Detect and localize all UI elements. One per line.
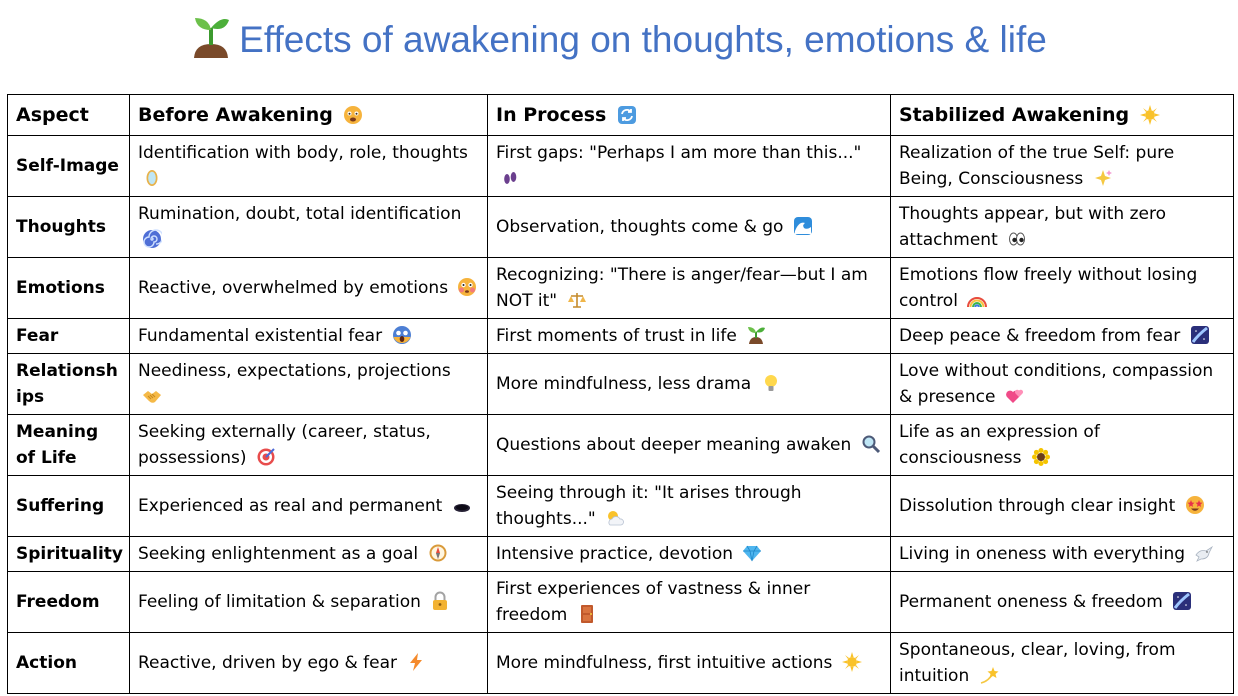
footprints-icon <box>500 168 520 188</box>
stable-text: Life as an expression of consciousness <box>899 422 1100 468</box>
table-header-row <box>8 95 1234 136</box>
seedling-icon <box>746 325 766 345</box>
milky-way-icon <box>1172 591 1192 611</box>
cell-aspect <box>8 354 130 415</box>
aspect-label: Emotions <box>16 278 105 298</box>
cell-process <box>488 633 891 694</box>
process-text: First experiences of vastness & inner freedom <box>496 579 811 625</box>
cell-process <box>488 415 891 476</box>
cell-before <box>130 537 488 572</box>
aspect-label: Thoughts <box>16 217 106 237</box>
header-before: Before Awakening <box>130 95 488 136</box>
before-text: Experienced as real and permanent <box>138 496 443 516</box>
header-aspect: Aspect <box>8 95 130 136</box>
cell-process <box>488 136 891 197</box>
gem-icon <box>742 543 762 563</box>
table-row <box>8 415 1234 476</box>
table-row <box>8 572 1234 633</box>
sun-icon <box>1140 105 1160 125</box>
lightning-icon <box>406 652 426 672</box>
before-text: Neediness, expectations, projections <box>138 361 451 381</box>
sunflower-icon <box>1031 447 1051 467</box>
door-icon <box>577 604 597 624</box>
star-struck-icon <box>1185 495 1205 515</box>
cell-process <box>488 258 891 319</box>
process-text: Intensive practice, devotion <box>496 544 734 564</box>
before-text: Reactive, overwhelmed by emotions <box>138 278 449 298</box>
cell-before <box>130 354 488 415</box>
cell-before <box>130 319 488 354</box>
cyclone-icon <box>142 229 162 249</box>
table-row <box>8 319 1234 354</box>
cell-aspect <box>8 319 130 354</box>
cell-aspect <box>8 537 130 572</box>
target-icon <box>256 447 276 467</box>
table-row <box>8 136 1234 197</box>
cell-aspect <box>8 197 130 258</box>
aspect-label: Action <box>16 653 77 673</box>
cell-stable <box>891 476 1234 537</box>
magnifier-icon <box>861 434 881 454</box>
cell-before <box>130 476 488 537</box>
stable-text: Thoughts appear, but with zero attachment <box>899 204 1167 250</box>
cell-process <box>488 197 891 258</box>
rainbow-icon <box>967 290 987 310</box>
process-text: Seeing through it: "It arises through thoughts..." <box>496 483 802 529</box>
cell-stable <box>891 633 1234 694</box>
aspect-label: Fear <box>16 326 59 346</box>
repeat-arrows-icon <box>617 105 637 125</box>
table-row <box>8 354 1234 415</box>
process-text: First moments of trust in life <box>496 326 737 346</box>
cell-aspect <box>8 415 130 476</box>
stable-text: Realization of the true Self: pure Being, Consciousness <box>899 143 1175 189</box>
cell-before <box>130 633 488 694</box>
two-hearts-icon <box>1005 386 1025 406</box>
cell-stable <box>891 258 1234 319</box>
cell-stable <box>891 415 1234 476</box>
cell-aspect <box>8 633 130 694</box>
table-row <box>8 633 1234 694</box>
sparkles-icon <box>1093 168 1113 188</box>
cell-aspect <box>8 572 130 633</box>
before-text: Seeking externally (career, status, possessions) <box>138 422 431 468</box>
cell-aspect <box>8 136 130 197</box>
table-row <box>8 258 1234 319</box>
cell-process <box>488 476 891 537</box>
aspect-label: Self-Image <box>16 156 119 176</box>
compass-icon <box>428 543 448 563</box>
hole-icon <box>452 495 472 515</box>
wave-icon <box>793 216 813 236</box>
aspect-label: Meaning of Life <box>16 422 99 468</box>
process-text: Observation, thoughts come & go <box>496 217 784 237</box>
dove-icon <box>1194 543 1214 563</box>
before-text: Rumination, doubt, total identification <box>138 204 462 224</box>
sun-icon <box>842 652 862 672</box>
header-process: In Process <box>488 95 891 136</box>
aspect-label: Spirituality <box>16 544 124 564</box>
stable-text: Deep peace & freedom from fear <box>899 326 1181 346</box>
mirror-icon <box>142 168 162 188</box>
dizzy-star-icon <box>979 665 999 685</box>
stable-text: Dissolution through clear insight <box>899 496 1176 516</box>
before-text: Feeling of limitation & separation <box>138 592 421 612</box>
cell-process <box>488 572 891 633</box>
cell-process <box>488 319 891 354</box>
cell-stable <box>891 197 1234 258</box>
handshake-icon <box>142 386 162 406</box>
cell-before <box>130 197 488 258</box>
process-text: Questions about deeper meaning awaken <box>496 435 852 455</box>
cell-before <box>130 572 488 633</box>
stable-text: Living in oneness with everything <box>899 544 1186 564</box>
cell-process <box>488 537 891 572</box>
header-stable: Stabilized Awakening <box>891 95 1234 136</box>
process-text: First gaps: "Perhaps I am more than this..." <box>496 143 862 163</box>
aspect-label: Freedom <box>16 592 100 612</box>
lock-icon <box>430 591 450 611</box>
process-text: Recognizing: "There is anger/fear—but I am NOT it" <box>496 265 868 311</box>
cell-before <box>130 136 488 197</box>
cell-before <box>130 415 488 476</box>
process-text: More mindfulness, first intuitive actions <box>496 653 833 673</box>
table-row <box>8 537 1234 572</box>
cell-stable <box>891 354 1234 415</box>
screaming-face-icon <box>392 325 412 345</box>
cell-before <box>130 258 488 319</box>
anxious-face-icon <box>343 105 363 125</box>
cell-aspect <box>8 258 130 319</box>
process-text: More mindfulness, less drama <box>496 374 752 394</box>
stable-text: Emotions flow freely without losing control <box>899 265 1198 311</box>
before-text: Seeking enlightenment as a goal <box>138 544 419 564</box>
aspect-label: Suffering <box>16 496 105 516</box>
eyes-icon <box>1007 229 1027 249</box>
before-text: Identification with body, role, thoughts <box>138 143 468 163</box>
before-text: Fundamental existential fear <box>138 326 383 346</box>
cell-stable <box>891 319 1234 354</box>
balance-scale-icon <box>567 290 587 310</box>
cell-stable <box>891 136 1234 197</box>
title-text: Effects of awakening on thoughts, emotions & life <box>239 19 1047 60</box>
cell-stable <box>891 572 1234 633</box>
cell-aspect <box>8 476 130 537</box>
seedling-icon <box>191 14 231 67</box>
awakening-table <box>7 94 1234 694</box>
flushed-face-icon <box>457 277 477 297</box>
milky-way-icon <box>1190 325 1210 345</box>
cell-process <box>488 354 891 415</box>
stable-text: Spontaneous, clear, loving, from intuition <box>899 640 1176 686</box>
stable-text: Permanent oneness & freedom <box>899 592 1163 612</box>
cell-stable <box>891 537 1234 572</box>
light-bulb-icon <box>761 373 781 393</box>
aspect-label: Relationships <box>16 361 118 407</box>
before-text: Reactive, driven by ego & fear <box>138 653 398 673</box>
table-row <box>8 476 1234 537</box>
sun-behind-cloud-icon <box>605 508 625 528</box>
page-title <box>0 14 1238 67</box>
stable-text: Love without conditions, compassion & presence <box>899 361 1214 407</box>
table-row <box>8 197 1234 258</box>
